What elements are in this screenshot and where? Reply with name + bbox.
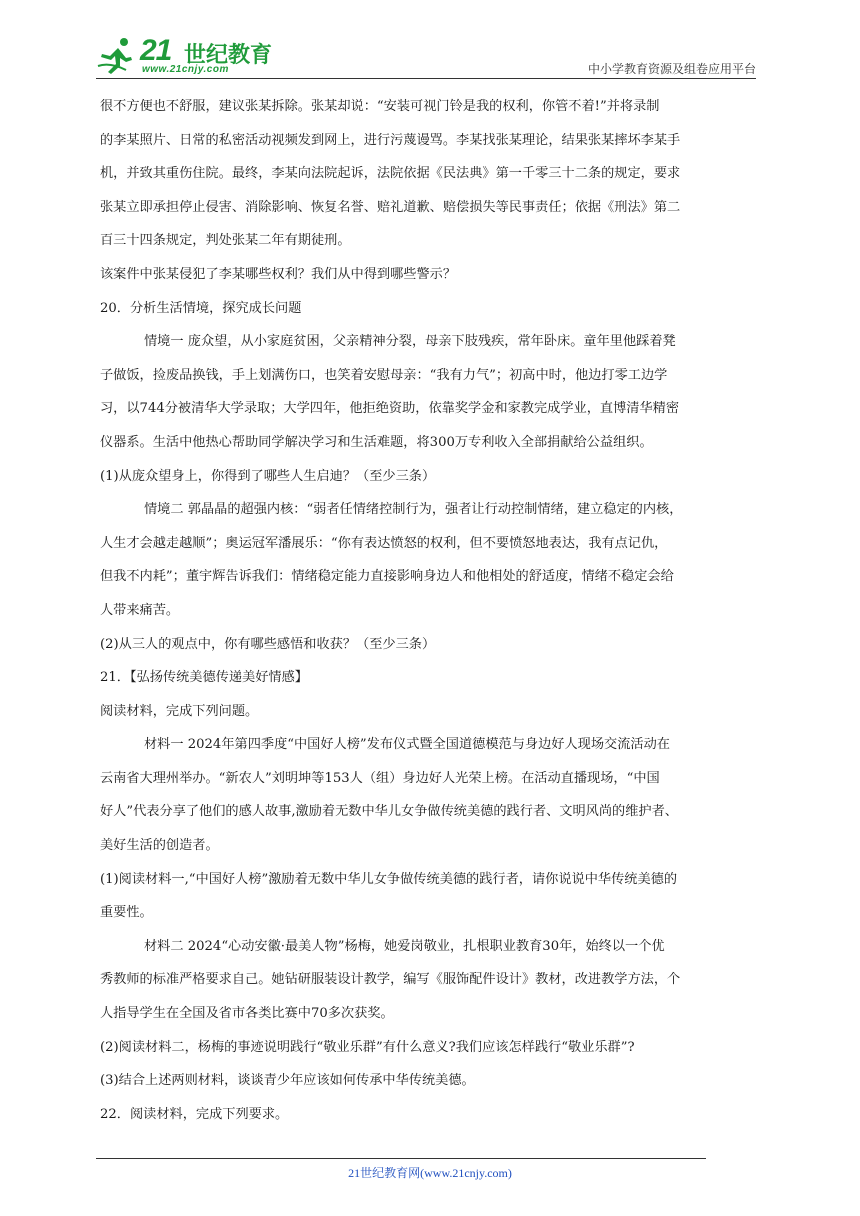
site-logo[interactable] [96,34,296,78]
instruction-line: 阅读材料，完成下列问题。 [100,703,259,719]
footer-link[interactable]: 21世纪教育网(www.21cnjy.com) [348,1166,512,1180]
sub-question: (2)从三人的观点中，你有哪些感悟和收获？（至少三条） [100,636,436,652]
sub-question: (3)结合上述两则材料，谈谈青少年应该如何传承中华传统美德。 [100,1073,475,1089]
logo-url: www.21cnjy.com [142,64,229,75]
material-line: 人指导学生在全国及省市各类比赛中70多次获奖。 [100,1006,394,1022]
material-line: 秀教师的标准严格要求自己。她钻研服装设计教学，编写《服饰配件设计》教材，改进教学方法，个 [100,972,681,988]
footer-divider [96,1158,706,1159]
sub-question: (1)从庞众望身上，你得到了哪些人生启迪？（至少三条） [100,468,436,484]
text-line: 的李某照片、日常的私密活动视频发到网上，进行污蔑谩骂。李某找张某理论，结果张某摔坏李某手 [100,132,681,148]
scenario-line: 但我不内耗”；董宇辉告诉我们：情绪稳定能力直接影响身边人和他相处的舒适度，情绪不稳定会给 [100,569,674,585]
scenario-line: 仪器系。生活中他热心帮助同学解决学习和生活难题，将300万专利收入全部捐献给公益组织。 [100,434,653,450]
sub-question: (2)阅读材料二，杨梅的事迹说明践行“敬业乐群”有什么意义?我们应该怎样践行“敬业乐群”? [100,1039,635,1055]
text-line: 百三十四条规定，判处张某二年有期徒刑。 [100,233,351,249]
question-heading: 21．【弘扬传统美德传递美好情感】 [100,670,308,686]
material-line: 云南省大理州举办。“新农人”刘明坤等153人（组）身边好人光荣上榜。在活动直播现场，“中国 [100,770,660,786]
question-heading: 20．分析生活情境，探究成长问题 [100,300,302,316]
scenario-line: 情境二 郭晶晶的超强内核：“弱者任情绪控制行为，强者让行动控制情绪，建立稳定的内核， [144,502,683,518]
document-body [100,90,764,1131]
header-divider [96,78,756,79]
header-tagline: 中小学教育资源及组卷应用平台 [587,62,756,76]
logo-number: 21 [140,34,172,67]
scenario-line: 人带来痛苦。 [100,602,180,618]
material-line: 美好生活的创造者。 [100,838,219,854]
page-header [96,34,756,82]
material-line: 材料二 2024“心动安徽·最美人物”杨梅，她爱岗敬业，扎根职业教育30年，始终以一个优 [144,938,665,954]
scenario-line: 人生才会越走越顺”；奥运冠军潘展乐：“你有表达愤怒的权利，但不要愤怒地表达，我有点记仇， [100,535,668,551]
text-line: 很不方便也不舒服，建议张某拆除。张某却说：“安装可视门铃是我的权利，你管不着!”并将录制 [100,99,660,114]
scenario-line: 子做饭，捡废品换钱，手上划满伤口，也笑着安慰母亲：“我有力气”；初高中时，他边打零工边学 [100,367,668,383]
material-line: 材料一 2024年第四季度“中国好人榜”发布仪式暨全国道德模范与身边好人现场交流活动在 [144,737,670,753]
scenario-line: 情境一 庞众望，从小家庭贫困，父亲精神分裂，母亲下肢残疾，常年卧床。童年里他踩着凳 [144,334,676,350]
runner-logo-icon [96,36,138,76]
text-line: 机，并致其重伤住院。最终，李某向法院起诉，法院依据《民法典》第一千零三十二条的规定，要求 [100,166,681,182]
text-line: 张某立即承担停止侵害、消除影响、恢复名誉、赔礼道歉、赔偿损失等民事责任；依据《刑法》第二 [100,199,681,215]
scenario-line: 习，以744分被清华大学录取；大学四年，他拒绝资助，依靠奖学金和家教完成学业，直博清华精密 [100,401,680,417]
question-line: 该案件中张某侵犯了李某哪些权利？我们从中得到哪些警示？ [100,266,457,282]
logo-name: 世纪教育 [184,43,273,68]
material-line: 好人”代表分享了他们的感人故事,激励着无数中华儿女争做传统美德的践行者、文明风尚的维护者、 [100,804,678,820]
question-heading: 22．阅读材料，完成下列要求。 [100,1106,289,1122]
sub-question: (1)阅读材料一,“中国好人榜”激励着无数中华儿女争做传统美德的践行者，请你说说中华传统美德的 [100,871,678,887]
sub-question: 重要性。 [100,905,153,921]
